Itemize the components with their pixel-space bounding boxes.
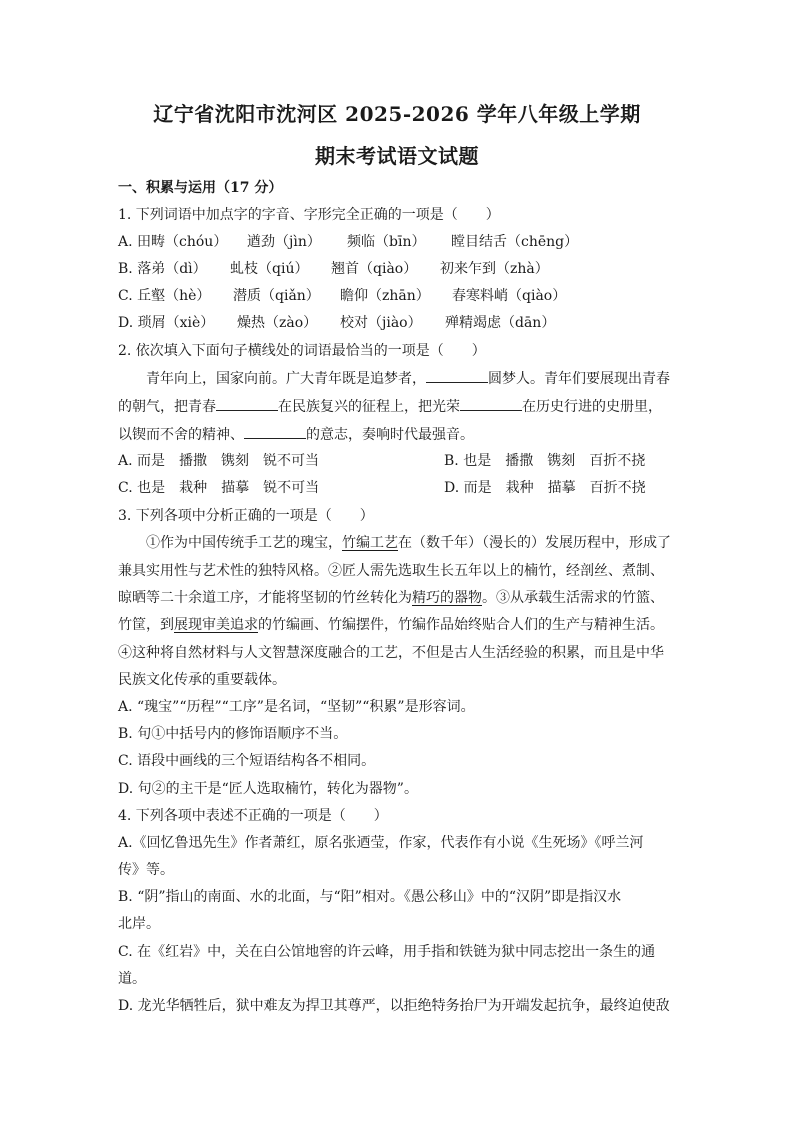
q3-passage-line3	[118, 588, 664, 608]
q4-option-b-line2: 北岸。	[118, 916, 160, 932]
q1-d-word1: D. 琐屑（xiè）	[118, 315, 215, 331]
q1-c-word2: 潜质（qiǎn）	[233, 288, 320, 304]
q2-text-1b: 圆梦人。青年们要展现出青春	[488, 371, 670, 387]
q3-passage-line1	[146, 533, 671, 553]
q1-a-word4: 瞠目结舌（chēng）	[451, 234, 579, 250]
q2-blank-4	[244, 424, 306, 439]
q3-text-1a: ①作为中国传统手工艺的瑰宝，	[146, 535, 342, 551]
q2-option-d: D. 而是 栽种 描摹 百折不挠	[444, 480, 646, 496]
q3-option-c: C. 语段中画线的三个短语结构各不相同。	[118, 753, 376, 769]
q1-b-word4: 初来乍到（zhà）	[440, 261, 549, 277]
exam-title-line2: 期末考试语文试题	[315, 144, 479, 168]
q1-b-word2: 虬枝（qiú）	[230, 261, 309, 277]
q2-blank-2	[216, 396, 278, 411]
q1-d-word4: 殚精竭虑（dān）	[445, 315, 556, 331]
q1-d-word3: 校对（jiào）	[340, 315, 422, 331]
q2-stem: 2. 依次填入下面句子横线处的词语最恰当的一项是（ ）	[118, 343, 486, 359]
q1-c-word3: 瞻仰（zhān）	[340, 288, 430, 304]
q2-passage-line2	[118, 396, 662, 417]
exam-title-line1: 辽宁省沈阳市沈河区 2025-2026 学年八年级上学期	[153, 102, 641, 126]
q4-option-a-line1: A.《回忆鲁迅先生》作者萧红，原名张迺莹，作家，代表作有小说《生死场》《呼兰河	[118, 835, 644, 851]
q1-a-word2: 遒劲（jìn）	[247, 234, 321, 250]
q4-option-c-line2: 道。	[118, 971, 146, 987]
q2-passage-line1	[146, 368, 670, 389]
q3-text-1b: 在（数千年）（漫长的）发展历程中，形成了	[398, 535, 671, 551]
q3-option-b: B. 句①中括号内的修饰语顺序不当。	[118, 726, 348, 742]
q1-c-word4: 春寒料峭（qiào）	[452, 288, 567, 304]
q3-text-3b: 。③从承载生活需求的竹篮、	[482, 590, 664, 606]
q3-option-a: A. “瑰宝”“历程”“工序”是名词，“坚韧”“积累”是形容词。	[118, 699, 475, 715]
q1-stem: 1. 下列词语中加点字的字音、字形完全正确的一项是（ ）	[118, 207, 500, 223]
q3-text-3a: 晾晒等二十余道工序，才能将坚韧的竹丝转化为	[118, 590, 412, 606]
q1-a-word3: 频临（bīn）	[347, 234, 426, 250]
q3-passage-line4	[118, 615, 664, 635]
q4-option-a-line2: 传》等。	[118, 862, 174, 878]
section-heading: 一、积累与运用（17 分）	[118, 180, 283, 196]
q2-option-a: A. 而是 播撒 镌刻 锐不可当	[118, 453, 320, 469]
q2-passage-line3	[118, 424, 474, 445]
q3-underlined-phrase-1: 竹编工艺	[342, 535, 398, 551]
q4-option-d-line1: D. 龙光华牺牲后，狱中难友为捍卫其尊严，以拒绝特务抬尸为开端发起抗争，最终迫使敌	[118, 998, 670, 1014]
q1-a-word1: A. 田畴（chóu）	[118, 234, 228, 250]
q4-stem: 4. 下列各项中表述不正确的一项是（ ）	[118, 808, 388, 824]
q3-underlined-phrase-3: 展现审美追求	[174, 617, 258, 633]
q2-blank-1	[426, 368, 488, 383]
q2-text-2c: 在历史行进的史册里，	[522, 399, 662, 415]
q2-text-3a: 以锲而不舍的精神、	[118, 427, 244, 443]
q3-underlined-phrase-2: 精巧的器物	[412, 590, 482, 606]
q3-text-4a: 竹筐，到	[118, 617, 174, 633]
q4-option-b-line1: B. “阴”指山的南面、水的北面，与“阳”相对。《愚公移山》中的“汉阴”即是指汉水	[118, 889, 622, 905]
q1-d-word2: 燥热（zào）	[237, 315, 318, 331]
q2-option-b: B. 也是 播撒 镌刻 百折不挠	[444, 453, 646, 469]
q3-passage-line5: ④这种将自然材料与人文智慧深度融合的工艺，不但是古人生活经验的积累，而且是中华	[118, 645, 664, 661]
q2-text-1a: 青年向上，国家向前。广大青年既是追梦者，	[146, 371, 426, 387]
q1-b-word3: 翘首（qiào）	[331, 261, 418, 277]
q2-option-c: C. 也是 栽种 描摹 锐不可当	[118, 480, 320, 496]
q1-c-word1: C. 丘壑（hè）	[118, 288, 211, 304]
q4-option-c-line1: C. 在《红岩》中，关在白公馆地窖的许云峰，用手指和铁链为狱中同志挖出一条生的通	[118, 944, 656, 960]
q1-b-word1: B. 落弟（dì）	[118, 261, 207, 277]
q3-option-d: D. 句②的主干是“匠人选取楠竹，转化为器物”。	[118, 781, 418, 797]
q2-text-2b: 在民族复兴的征程上，把光荣	[278, 399, 460, 415]
q3-passage-line6: 民族文化传承的重要载体。	[118, 672, 286, 688]
q3-passage-line2: 兼具实用性与艺术性的独特风格。②匠人需先选取生长五年以上的楠竹，经剖丝、煮制、	[118, 563, 664, 579]
q3-text-4b: 的竹编画、竹编摆件，竹编作品始终贴合人们的生产与精神生活。	[258, 617, 664, 633]
q2-text-3b: 的意志，奏响时代最强音。	[306, 427, 474, 443]
q2-blank-3	[460, 396, 522, 411]
q3-stem: 3. 下列各项中分析正确的一项是（ ）	[118, 508, 374, 524]
q2-text-2a: 的朝气，把青春	[118, 399, 216, 415]
